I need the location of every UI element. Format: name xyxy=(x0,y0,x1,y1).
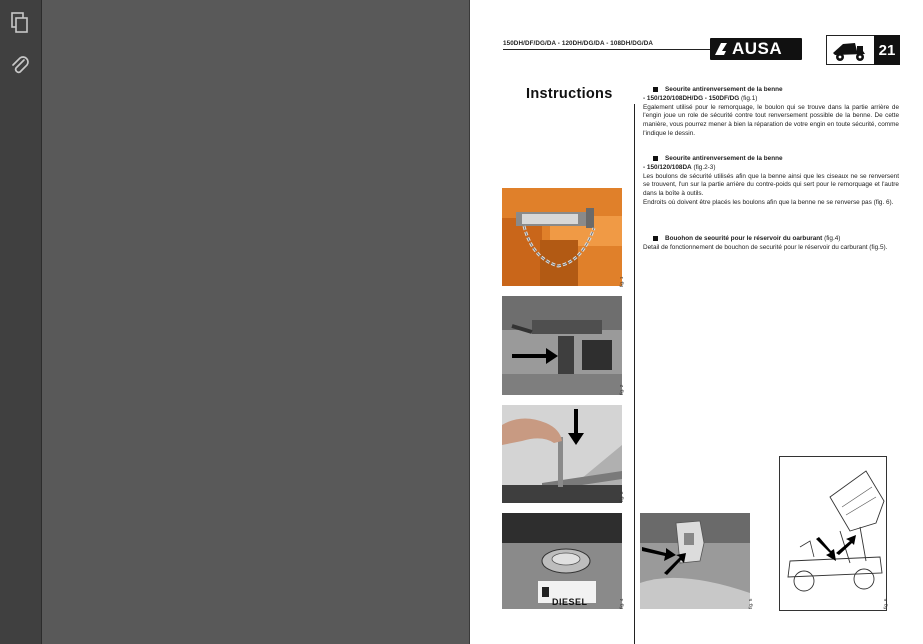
section-title: Instructions xyxy=(526,86,613,102)
figure-6-caption: fig. 6 xyxy=(884,598,889,609)
pdf-page xyxy=(469,0,923,644)
ausa-logo xyxy=(710,38,802,60)
section-1-heading: Seourite antirenversement de la benne xyxy=(665,86,783,93)
figure-3-photo xyxy=(502,405,622,503)
figure-3-caption: fig. 3 xyxy=(620,491,625,502)
dumper-vehicle-icon xyxy=(827,36,875,64)
section-1 xyxy=(643,86,899,139)
figure-4-photo xyxy=(502,513,622,609)
section-3-body: Detail de fonctionnement de bouchon de securité pour le réservoir du carburant (fig.5). xyxy=(643,243,888,251)
section-3-ref: (fig.4) xyxy=(824,235,841,242)
dumper-icon-box xyxy=(826,35,876,65)
figure-1-caption: fig. 1 xyxy=(620,276,625,287)
ausa-logo-mark-icon xyxy=(713,41,729,57)
brand-name: AUSA xyxy=(732,39,783,58)
figure-1-photo xyxy=(502,188,622,286)
left-sidebar xyxy=(0,0,42,644)
section-2-subheading: - 150/120/108DA xyxy=(643,163,692,171)
section-1-ref: (fig.1) xyxy=(741,94,758,102)
bullet-square-icon xyxy=(653,236,658,241)
column-divider xyxy=(634,104,635,644)
figure-5-image xyxy=(640,513,750,609)
figure-5-photo xyxy=(640,513,750,609)
diesel-label: DIESEL xyxy=(552,597,588,607)
section-2-heading: Seourite antirenversement de la benne xyxy=(665,155,783,162)
section-2-ref: (fig.2-3) xyxy=(693,163,716,171)
section-3 xyxy=(643,235,899,253)
figure-6-image xyxy=(780,457,886,610)
section-2 xyxy=(643,155,899,208)
paperclip-icon xyxy=(10,55,30,77)
header-rule xyxy=(503,49,713,50)
section-2-body2: Endroits où doivent être placés les boulons afin que la benne ne se renverse pas (fig. 6). xyxy=(643,198,894,206)
section-3-heading: Bouohon de seourité pour le réservoir du oarburant xyxy=(665,235,823,242)
figure-3-image xyxy=(502,405,622,503)
figure-2-photo xyxy=(502,296,622,395)
page-number: 21 xyxy=(874,35,900,65)
section-1-body: Egalement utilisé pour le remorquage, le boulon qui se trouve dans la partie arrière de l'engin joue un role de sécurité contre tout renversement possible de la benne. De cette manière, vous pourrez mener à bien la réparation de votre engin en toute sécurité, comme l'indique le dessin. xyxy=(643,103,899,137)
section-1-subheading: - 150/120/108DH/DG - 150DF/DG xyxy=(643,94,740,102)
figure-2-image xyxy=(502,296,622,395)
pages-thumbnails-button[interactable] xyxy=(6,9,34,37)
section-2-body: Les boulons de sécurité utilisés afin que la benne ainsi que les ciseaux ne se renversent se trouvent, l'un sur la partie arrière du contre-poids qui sert pour le remorquage et l'autre dans la boîte à outils. xyxy=(643,172,899,198)
figure-4-caption: fig. 4 xyxy=(620,598,625,609)
attachments-button[interactable] xyxy=(6,52,34,80)
figure-4-image xyxy=(502,513,622,609)
figure-1-image xyxy=(502,188,622,286)
pages-thumbnails-icon xyxy=(10,12,30,34)
figure-2-caption: fig. 2 xyxy=(620,384,625,395)
header-models: 150DH/DF/DG/DA - 120DH/DG/DA - 108DH/DG/DA xyxy=(503,40,653,47)
figure-6-drawing xyxy=(779,456,887,611)
bullet-square-icon xyxy=(653,156,658,161)
bullet-square-icon xyxy=(653,87,658,92)
figure-5-caption: fig. 5 xyxy=(749,598,754,609)
